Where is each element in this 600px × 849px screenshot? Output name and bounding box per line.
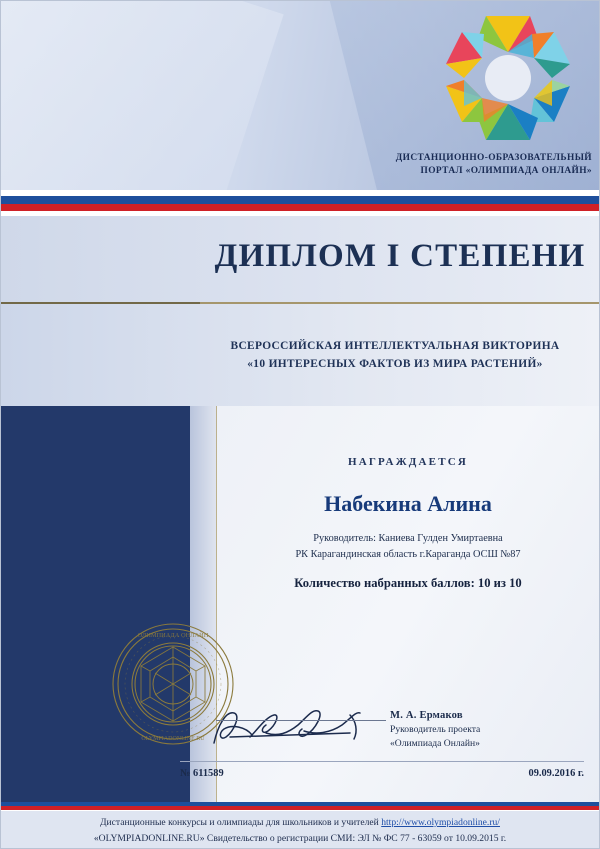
olympiad-online-hexagon-logo [438,8,578,148]
footer [0,811,600,849]
awarded-label: НАГРАЖДАЕТСЯ [347,456,469,468]
score-text: Количество набранных баллов: 10 из 10 [294,576,522,590]
portal-title [172,152,592,177]
contest-title [190,338,600,373]
school-line: РК Карагандинская область г.Караганда ОСШ №87 [295,549,521,561]
signer-role-line-2: «Олимпиада Онлайн» [390,738,480,750]
signer-name: М. А. Ермаков [390,710,463,721]
stripe-red-bottom [0,806,600,810]
teacher-line: Руководитель: Каниева Гулден Умиртаевна [313,533,503,544]
tricolor-stripe-top [0,190,600,216]
footer-line-1-text: Дистанционные конкурсы и олимпиады для школьников и учителей [100,817,382,828]
svg-text:ОЛИМПИАДА ОНЛАЙН: ОЛИМПИАДА ОНЛАЙН [137,632,209,639]
stripe-red [0,204,600,211]
document-number: № 611589 [180,768,224,779]
tricolor-stripe-bottom [0,802,600,811]
stripe-blue [0,196,600,204]
signer-role-line-1: Руководитель проекта [390,724,481,735]
teacher-and-school [216,531,600,564]
certificate-body [0,216,600,802]
footer-line-2: «OLYMPIADONLINE.RU» Свидетельство о регистрации СМИ: ЭЛ № ФС 77 - 63059 от 10.09.2015 г. [93,833,507,845]
page-title: ДИПЛОМ I СТЕПЕНИ [214,238,586,274]
contest-title-line-1: ВСЕРОССИЙСКАЯ ИНТЕЛЛЕКТУАЛЬНАЯ ВИКТОРИНА [230,340,560,352]
portal-title-line-2: ПОРТАЛ «ОЛИМПИАДА ОНЛАЙН» [420,165,592,176]
recipient-name: Набекина Алина [324,491,492,516]
signature-line [216,720,386,721]
footer-line-1 [0,815,600,831]
footer-site-link[interactable]: http://www.olympiadonline.ru/ [381,817,500,828]
svg-text:OLYMPIADONLINE.RU: OLYMPIADONLINE.RU [141,736,205,742]
signer-block [390,710,590,752]
bottom-divider-rule [180,761,584,762]
handwritten-signature [200,703,400,753]
header-band [0,0,600,190]
contest-title-line-2: «10 ИНТЕРЕСНЫХ ФАКТОВ ИЗ МИРА РАСТЕНИЙ» [247,357,543,370]
portal-title-line-1: ДИСТАНЦИОННО-ОБРАЗОВАТЕЛЬНЫЙ [395,153,592,163]
document-date: 09.09.2016 г. [528,768,584,779]
